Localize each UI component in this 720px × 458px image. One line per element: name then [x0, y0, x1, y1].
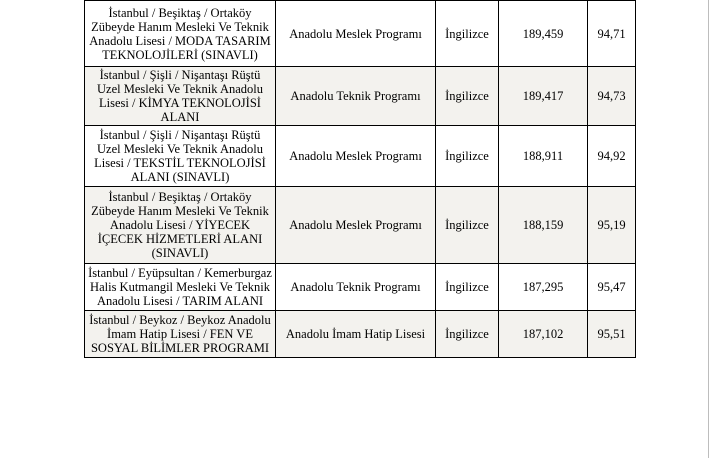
- program-type-cell: Anadolu Teknik Programı: [276, 67, 436, 126]
- program-type-cell: Anadolu Meslek Programı: [276, 1, 436, 67]
- base-score-cell: 189,459: [499, 1, 588, 67]
- percentile-cell: 95,47: [588, 264, 636, 311]
- school-cell: İstanbul / Şişli / Nişantaşı Rüştü Uzel Mesleki Ve Teknik Anadolu Lisesi / TEKSTİL TEKNOLOJİSİ ALANI (SINAVLI): [85, 126, 276, 187]
- language-cell: İngilizce: [436, 1, 499, 67]
- percentile-cell: 94,73: [588, 67, 636, 126]
- language-cell: İngilizce: [436, 126, 499, 187]
- percentile-cell: 94,92: [588, 126, 636, 187]
- program-type-cell: Anadolu Meslek Programı: [276, 187, 436, 264]
- table-row: [85, 311, 636, 358]
- program-type-cell: Anadolu İmam Hatip Lisesi: [276, 311, 436, 358]
- table-row: [85, 1, 636, 67]
- program-type-cell: Anadolu Teknik Programı: [276, 264, 436, 311]
- base-score-cell: 188,159: [499, 187, 588, 264]
- base-score-cell: 187,295: [499, 264, 588, 311]
- language-cell: İngilizce: [436, 264, 499, 311]
- percentile-cell: 94,71: [588, 1, 636, 67]
- table-row: [85, 126, 636, 187]
- percentile-cell: 95,19: [588, 187, 636, 264]
- base-score-cell: 189,417: [499, 67, 588, 126]
- percentile-cell: 95,51: [588, 311, 636, 358]
- language-cell: İngilizce: [436, 311, 499, 358]
- base-score-cell: 188,911: [499, 126, 588, 187]
- school-cell: İstanbul / Beykoz / Beykoz Anadolu İmam Hatip Lisesi / FEN VE SOSYAL BİLİMLER PROGRAMI: [85, 311, 276, 358]
- school-cell: İstanbul / Beşiktaş / Ortaköy Zübeyde Hanım Mesleki Ve Teknik Anadolu Lisesi / YİYECEK İÇECEK HİZMETLERİ ALANI (SINAVLI): [85, 187, 276, 264]
- table-row: [85, 67, 636, 126]
- school-cell: İstanbul / Şişli / Nişantaşı Rüştü Uzel Mesleki Ve Teknik Anadolu Lisesi / KİMYA TEKNOLOJİSİ ALANI: [85, 67, 276, 126]
- school-results-table: [84, 0, 636, 358]
- language-cell: İngilizce: [436, 187, 499, 264]
- table-body: [85, 1, 636, 358]
- table-row: [85, 264, 636, 311]
- base-score-cell: 187,102: [499, 311, 588, 358]
- table-row: [85, 187, 636, 264]
- program-type-cell: Anadolu Meslek Programı: [276, 126, 436, 187]
- school-cell: İstanbul / Beşiktaş / Ortaköy Zübeyde Hanım Mesleki Ve Teknik Anadolu Lisesi / MODA TASARIM TEKNOLOJİLERİ (SINAVLI): [85, 1, 276, 67]
- language-cell: İngilizce: [436, 67, 499, 126]
- school-cell: İstanbul / Eyüpsultan / Kemerburgaz Halis Kutmangil Mesleki Ve Teknik Anadolu Lisesi / TARIM ALANI: [85, 264, 276, 311]
- page-edge-line: [708, 0, 709, 458]
